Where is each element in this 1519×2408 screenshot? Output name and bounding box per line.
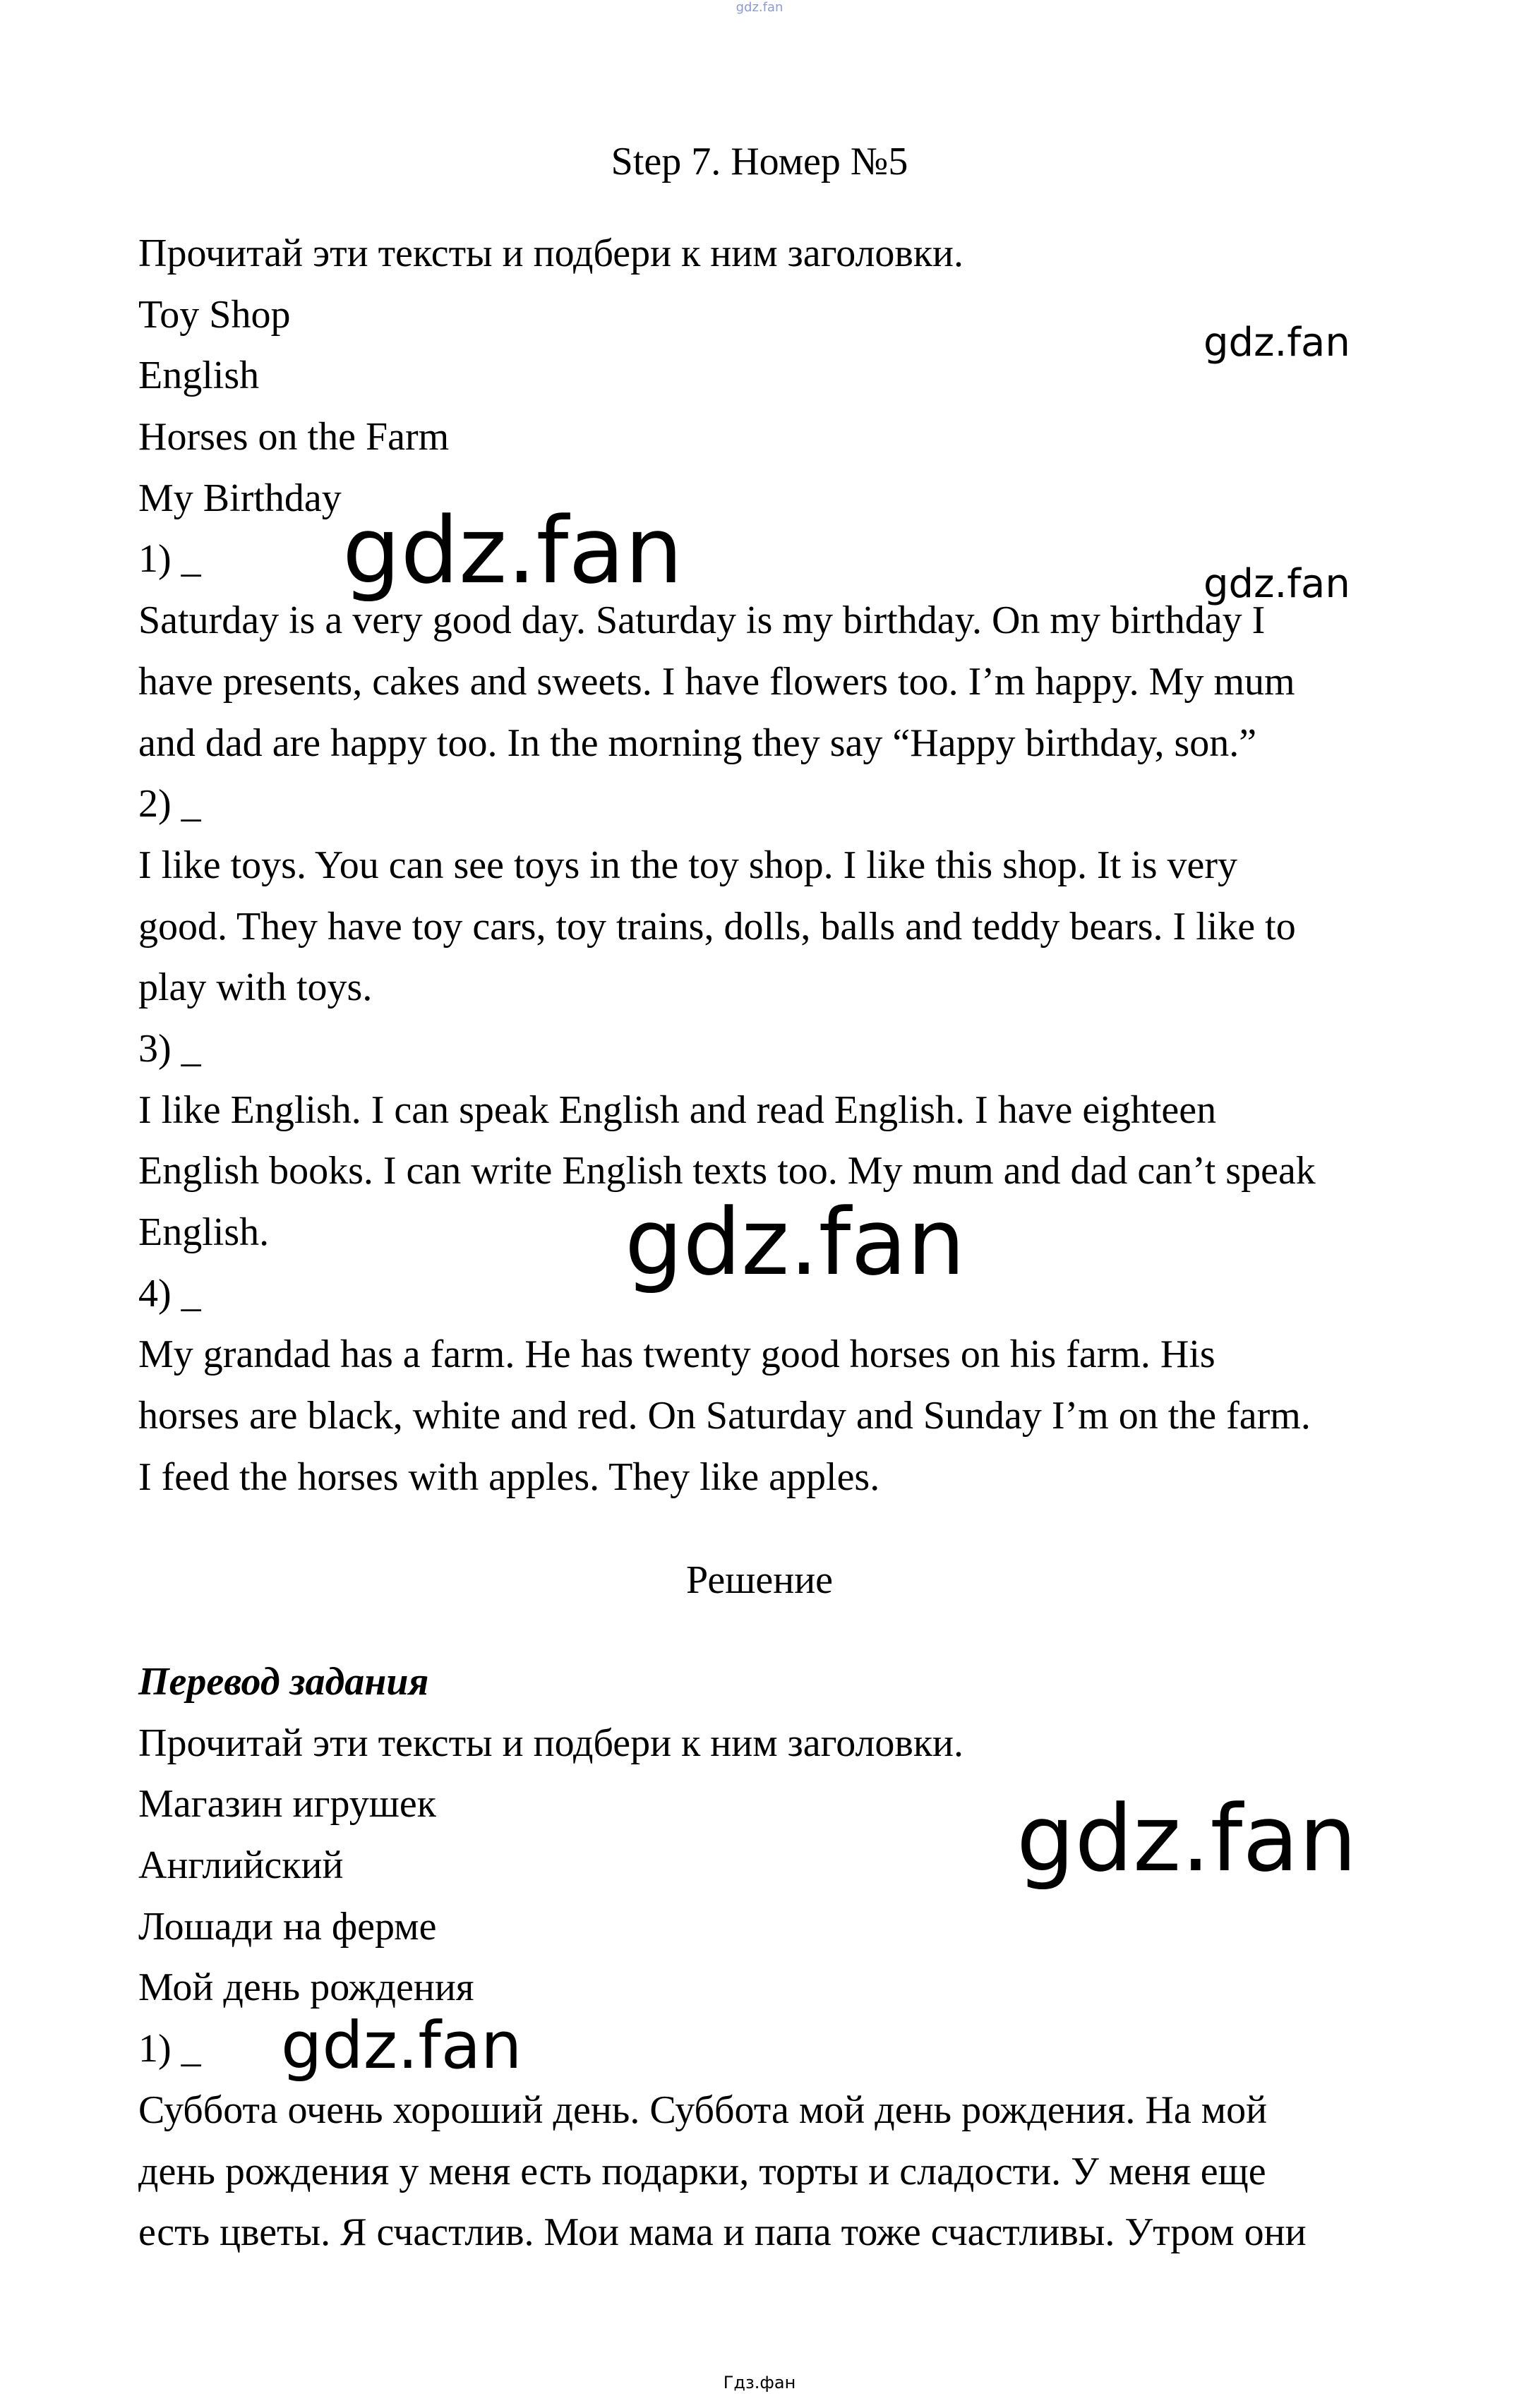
top-watermark: gdz.fan — [736, 0, 783, 15]
text-line: and dad are happy too. In the morning they say “Happy birthday, son.” — [138, 721, 1257, 765]
translated-heading-option: Магазин игрушек — [138, 1782, 436, 1826]
item-number: 1) _ — [138, 2027, 201, 2071]
translated-text-line: день рождения у меня есть подарки, торты и сладости. У меня еще — [138, 2149, 1266, 2193]
translated-heading-option: Мой день рождения — [138, 1965, 474, 2010]
text-line: I like toys. You can see toys in the toy shop. I like this shop. It is very — [138, 843, 1238, 887]
bottom-watermark: Гдз.фан — [723, 2373, 796, 2392]
translated-text-line: Суббота очень хороший день. Суббота мой день рождения. На мой — [138, 2088, 1268, 2132]
watermark-large: gdz.fan — [342, 497, 683, 604]
translation-heading: Перевод задания — [138, 1660, 429, 1704]
item-number: 4) _ — [138, 1271, 201, 1316]
text-line: play with toys. — [138, 965, 373, 1010]
task-section — [138, 223, 1409, 1507]
watermark-large: gdz.fan — [1016, 1785, 1357, 1892]
watermark-large: gdz.fan — [625, 1188, 966, 1296]
task-instruction: Прочитай эти тексты и подбери к ним заголовки. — [138, 231, 964, 275]
translated-text-line: есть цветы. Я счастлив. Мои мама и папа тоже счастливы. Утром они — [138, 2210, 1307, 2255]
solution-section — [138, 1651, 1409, 2263]
text-line: good. They have toy cars, toy trains, dolls, balls and teddy bears. I like to — [138, 904, 1296, 949]
watermark-small: gdz.fan — [1203, 561, 1350, 607]
item-number: 2) _ — [138, 782, 201, 826]
watermark-small: gdz.fan — [1203, 320, 1350, 366]
translated-heading-option: Лошади на ферме — [138, 1904, 437, 1949]
text-line: English books. I can write English texts too. My mum and dad can’t speak — [138, 1149, 1316, 1193]
heading-option: Horses on the Farm — [138, 415, 450, 459]
heading-option: Toy Shop — [138, 292, 291, 337]
translated-instruction: Прочитай эти тексты и подбери к ним заголовки. — [138, 1721, 964, 1765]
text-line: My grandad has a farm. He has twenty good horses on his farm. His — [138, 1332, 1215, 1377]
heading-option: English — [138, 354, 260, 398]
text-line: English. — [138, 1210, 270, 1254]
item-number: 1) _ — [138, 537, 201, 582]
heading-option: My Birthday — [138, 476, 342, 520]
text-line: horses are black, white and red. On Saturday and Sunday I’m on the farm. — [138, 1394, 1311, 1438]
text-line: have presents, cakes and sweets. I have flowers too. I’m happy. My mum — [138, 659, 1295, 704]
solution-heading: Решение — [685, 1558, 834, 1602]
text-line: I feed the horses with apples. They like apples. — [138, 1455, 880, 1499]
translated-heading-option: Английский — [138, 1843, 344, 1888]
text-line: I like English. I can speak English and read English. I have eighteen — [138, 1088, 1217, 1132]
text-line: Saturday is a very good day. Saturday is my birthday. On my birthday I — [138, 598, 1266, 643]
page-title: Step 7. Номер №5 — [611, 140, 908, 183]
item-number: 3) _ — [138, 1026, 201, 1071]
watermark-medium: gdz.fan — [281, 2008, 522, 2083]
